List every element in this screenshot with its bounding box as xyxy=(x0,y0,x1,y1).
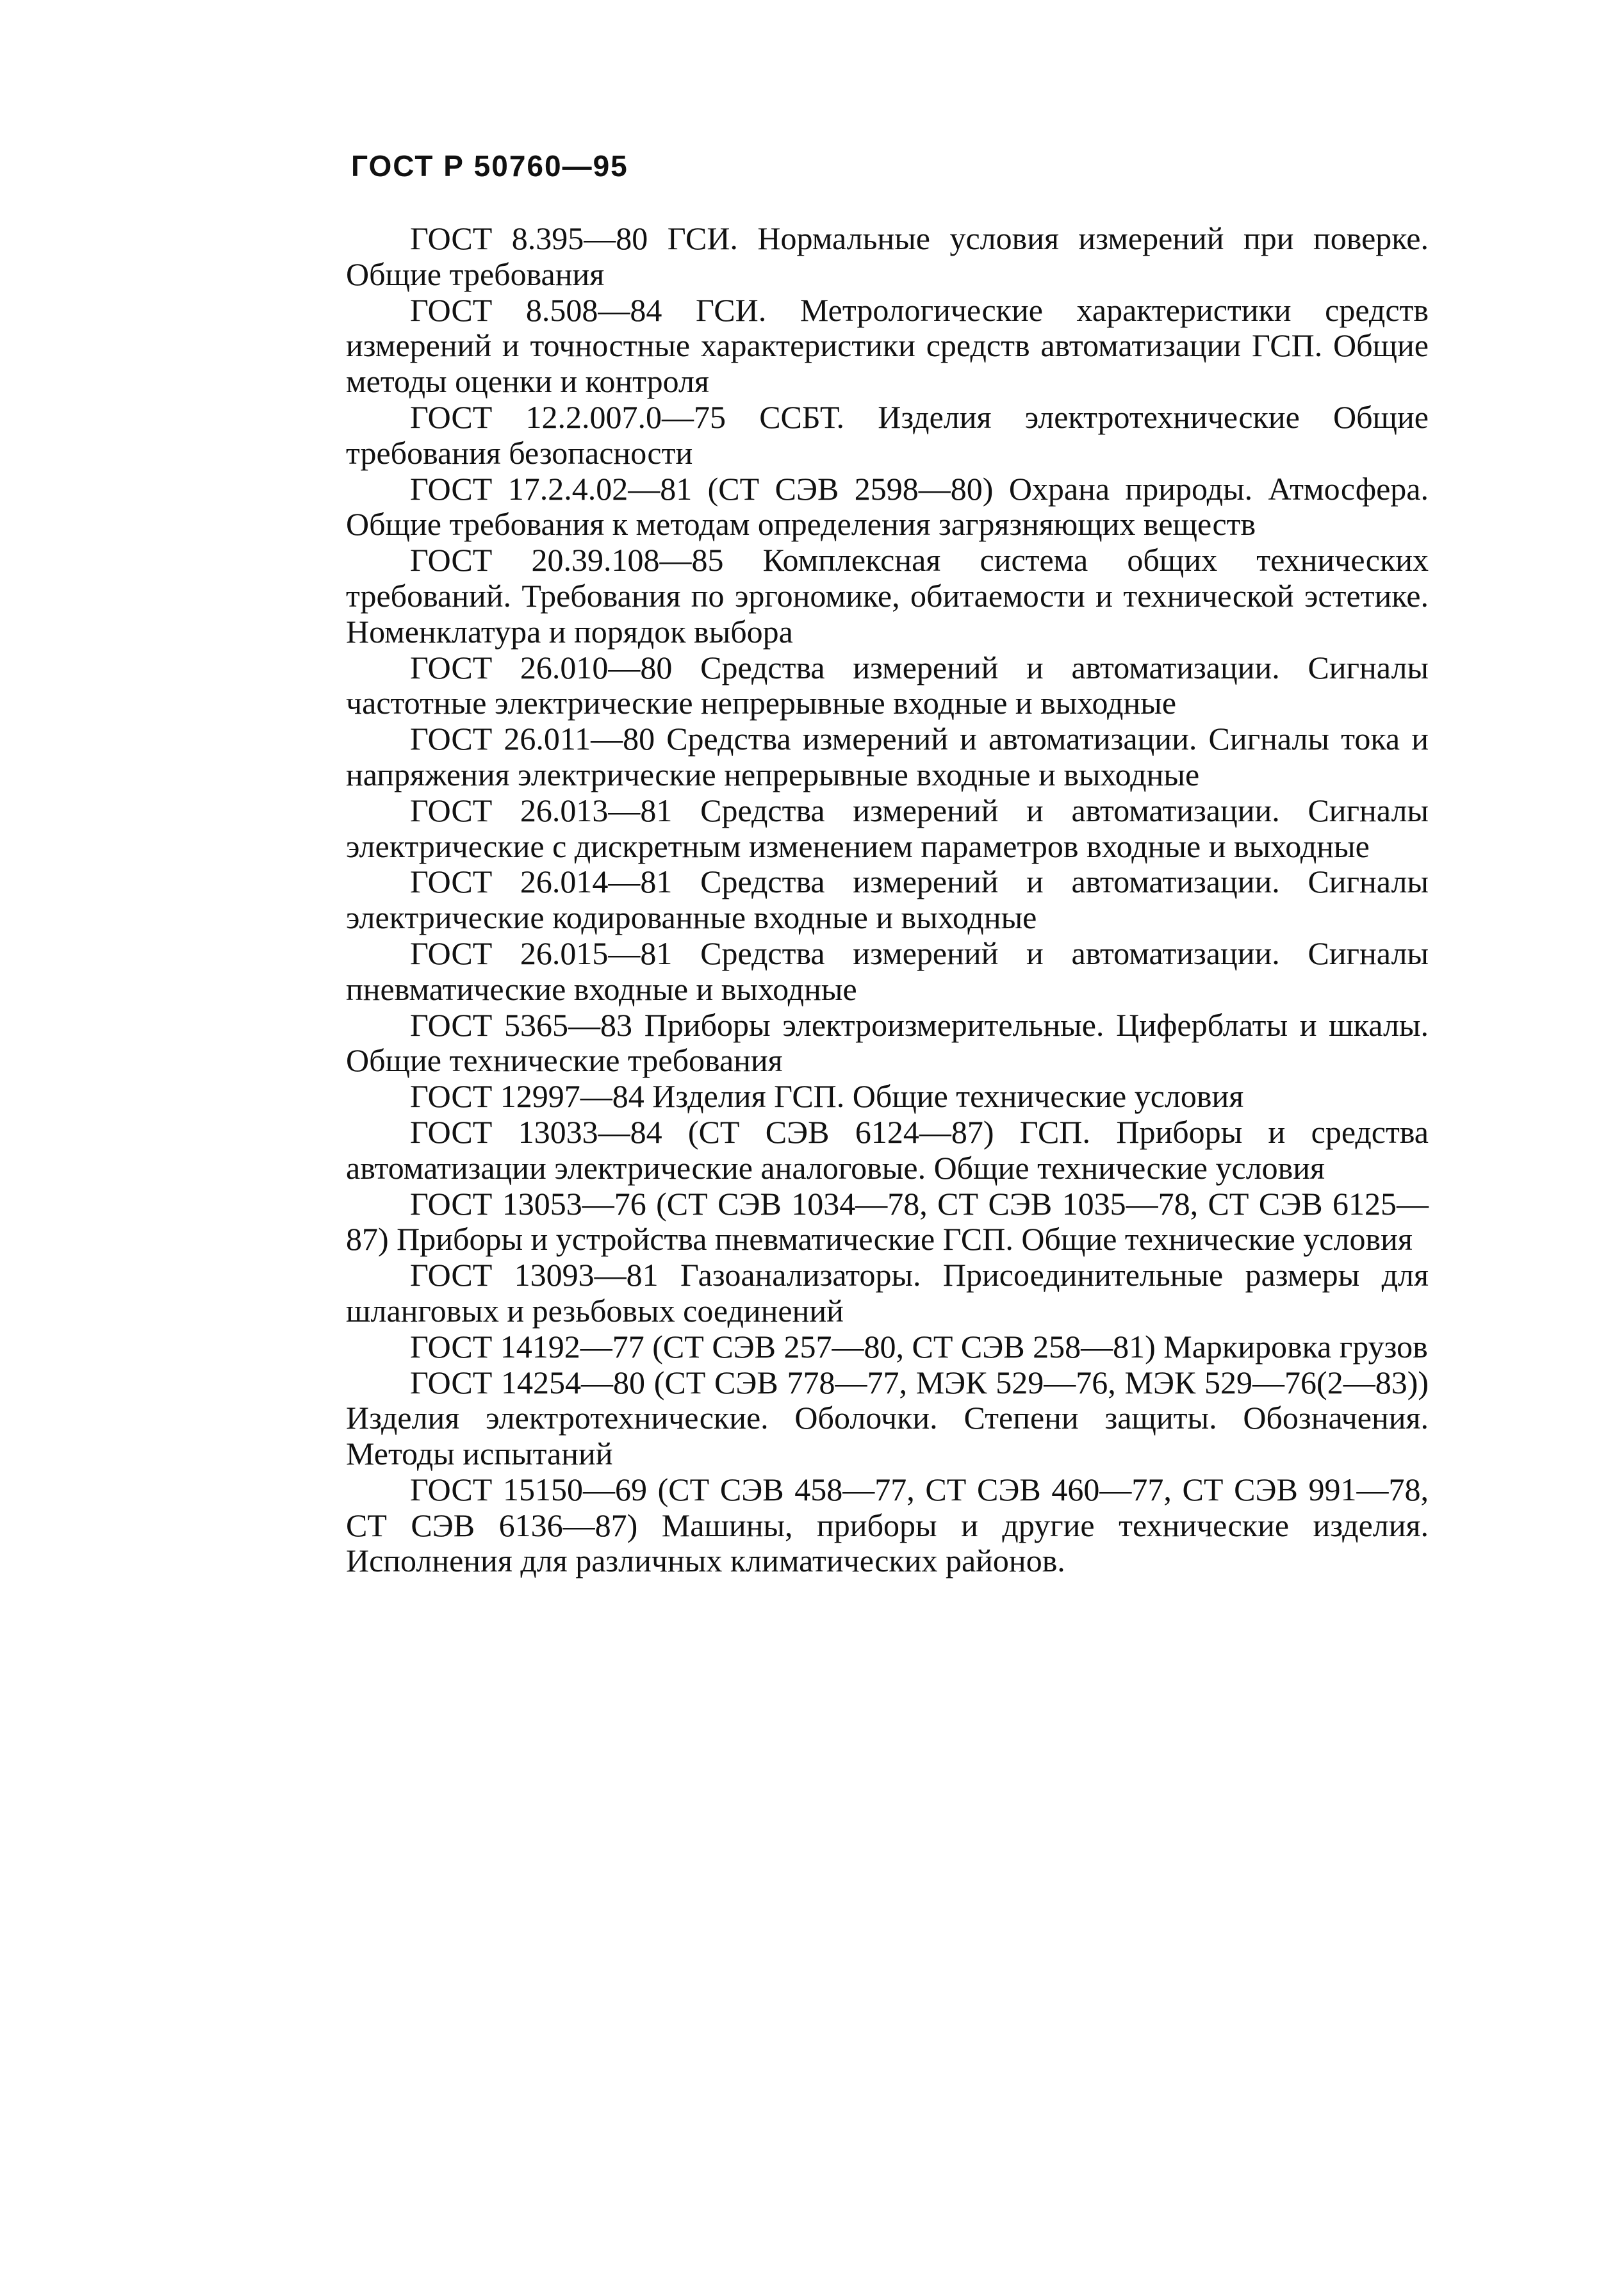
reference-entry: ГОСТ 20.39.108—85 Комплексная система общих технических требований. Требования по эргономике, обитаемости и технической эстетике. Номенклатура и порядок выбора xyxy=(346,542,1429,650)
reference-entry: ГОСТ 14192—77 (СТ СЭВ 257—80, СТ СЭВ 258—81) Маркировка грузов xyxy=(410,1328,1428,1365)
reference-entry: ГОСТ 26.015—81 Средства измерений и автоматизации. Сигналы пневматические входные и выходные xyxy=(346,935,1429,1007)
reference-entry: ГОСТ 12997—84 Изделия ГСП. Общие технические условия xyxy=(410,1078,1244,1115)
reference-entry: ГОСТ 13033—84 (СТ СЭВ 6124—87) ГСП. Приборы и средства автоматизации электрические аналоговые. Общие технические условия xyxy=(346,1113,1429,1186)
reference-entry: ГОСТ 26.011—80 Средства измерений и автоматизации. Сигналы тока и напряжения электрические непрерывные входные и выходные xyxy=(346,721,1429,792)
reference-entry: ГОСТ 26.014—81 Средства измерений и автоматизации. Сигналы электрические кодированные входные и выходные xyxy=(346,864,1429,936)
reference-entry: ГОСТ 15150—69 (СТ СЭВ 458—77, СТ СЭВ 460—77, СТ СЭВ 991—78, СТ СЭВ 6136—87) Машины, приборы и другие технические изделия. Исполнения для различных климатических районов. xyxy=(346,1471,1429,1579)
reference-entry: ГОСТ 13053—76 (СТ СЭВ 1034—78, СТ СЭВ 1035—78, СТ СЭВ 6125—87) Приборы и устройства пневматические ГСП. Общие технические условия xyxy=(346,1185,1429,1258)
reference-entry: ГОСТ 5365—83 Приборы электроизмерительные. Циферблаты и шкалы. Общие технические требования xyxy=(346,1006,1429,1079)
reference-entry: ГОСТ 8.508—84 ГСИ. Метрологические характеристики средств измерений и точностные характеристики средств автоматизации ГСП. Общие методы оценки и контроля xyxy=(346,291,1429,400)
reference-entry: ГОСТ 26.010—80 Средства измерений и автоматизации. Сигналы частотные электрические непрерывные входные и выходные xyxy=(346,649,1429,721)
reference-entry: ГОСТ 12.2.007.0—75 ССБТ. Изделия электротехнические Общие требования безопасности xyxy=(346,398,1429,471)
references-list xyxy=(346,221,1429,1579)
reference-entry: ГОСТ 26.013—81 Средства измерений и автоматизации. Сигналы электрические с дискретным изменением параметров входные и выходные xyxy=(346,792,1429,864)
reference-entry: ГОСТ 8.395—80 ГСИ. Нормальные условия измерений при поверке. Общие требования xyxy=(346,220,1429,292)
document-header-title: ГОСТ Р 50760—95 xyxy=(351,149,628,183)
reference-entry: ГОСТ 14254—80 (СТ СЭВ 778—77, МЭК 529—76, МЭК 529—76(2—83)) Изделия электротехнические. Оболочки. Степени защиты. Обозначения. Методы испытаний xyxy=(346,1364,1429,1472)
reference-entry: ГОСТ 17.2.4.02—81 (СТ СЭВ 2598—80) Охрана природы. Атмосфера. Общие требования к методам определения загрязняющих веществ xyxy=(346,470,1429,543)
reference-entry: ГОСТ 13093—81 Газоанализаторы. Присоединительные размеры для шланговых и резьбовых соединений xyxy=(346,1257,1429,1329)
